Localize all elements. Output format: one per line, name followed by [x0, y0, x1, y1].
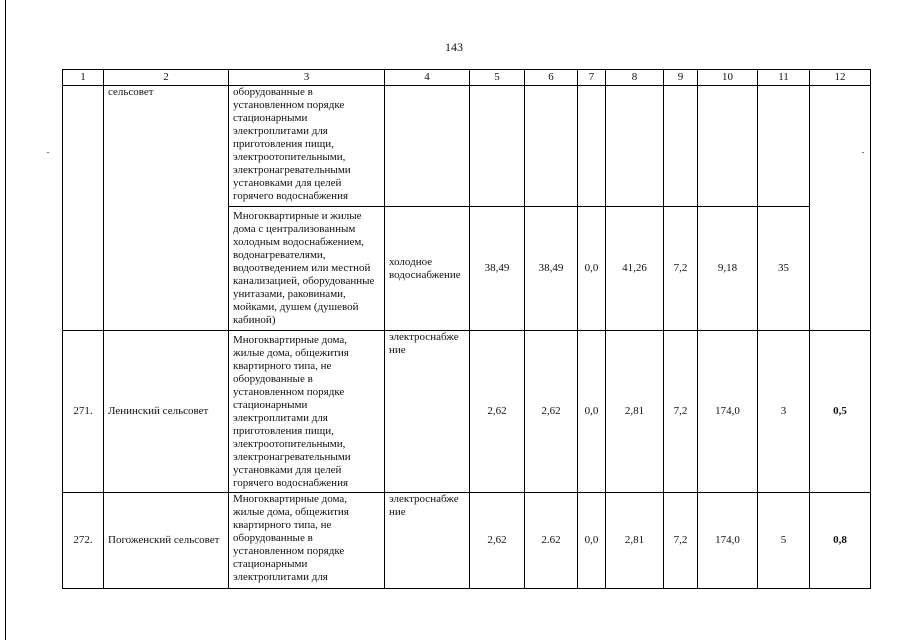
value-cell: [810, 86, 871, 331]
value-cell: 0,0: [578, 331, 606, 493]
column-header: 2: [104, 70, 229, 86]
value-cell: 7,2: [664, 493, 698, 589]
column-header: 1: [63, 70, 104, 86]
table-row: [63, 331, 871, 493]
value-cell: 174,0: [698, 331, 758, 493]
value-cell: 35: [758, 207, 810, 331]
value-cell: [525, 86, 578, 207]
value-cell: 41,26: [606, 207, 664, 331]
value-cell: 9,18: [698, 207, 758, 331]
row-number-cell: [63, 86, 104, 331]
value-cell: 2,62: [470, 493, 525, 589]
tariff-table: [62, 69, 871, 589]
locality-cell: Ленинский сельсовет: [104, 331, 229, 493]
page-number: 143: [445, 40, 463, 54]
value-cell: 38,49: [525, 207, 578, 331]
value-cell: 0,0: [578, 493, 606, 589]
row-number-cell: 272.: [63, 493, 104, 589]
value-cell: 2,81: [606, 493, 664, 589]
value-cell: 0,5: [810, 331, 871, 493]
column-header: 11: [758, 70, 810, 86]
housing-type-cell: Многоквартирные дома, жилые дома, общежития квартирного типа, не оборудованные в установленном порядке стационарными электроплитами для приготовления пищи, электроотопительными, электронагревательными установками для целей горячего водоснабжения: [229, 331, 385, 493]
value-cell: 2,62: [470, 331, 525, 493]
value-cell: 3: [758, 331, 810, 493]
value-cell: 2,81: [606, 331, 664, 493]
service-cell: электроснабже ние: [385, 331, 470, 493]
value-cell: 38,49: [470, 207, 525, 331]
value-cell: 7,2: [664, 331, 698, 493]
row-number-cell: 271.: [63, 331, 104, 493]
housing-type-cell: оборудованные в установленном порядке стационарными электроплитами для приготовления пищи, электроотопительными, электронагревательными установками для целей горячего водоснабжения: [229, 86, 385, 207]
value-cell: 7,2: [664, 207, 698, 331]
service-cell: [385, 86, 470, 207]
column-header: 12: [810, 70, 871, 86]
housing-type-cell: Многоквартирные дома, жилые дома, общежития квартирного типа, не оборудованные в установленном порядке стационарными электроплитами для: [229, 493, 385, 589]
locality-cell: сельсовет: [104, 86, 229, 331]
value-cell: 2.62: [525, 493, 578, 589]
value-cell: [698, 86, 758, 207]
value-cell: [578, 86, 606, 207]
column-header: 8: [606, 70, 664, 86]
column-header: 4: [385, 70, 470, 86]
service-cell: электроснабже ние: [385, 493, 470, 589]
scan-speck: [47, 152, 49, 153]
value-cell: 2,62: [525, 331, 578, 493]
page-left-edge-line: [5, 0, 6, 640]
table-header-row: [63, 70, 871, 86]
value-cell: [758, 86, 810, 207]
service-cell: холодное водоснабжение: [385, 207, 470, 331]
table-row: [63, 493, 871, 589]
value-cell: 5: [758, 493, 810, 589]
table-row: [63, 86, 871, 207]
column-header: 9: [664, 70, 698, 86]
value-cell: 0,8: [810, 493, 871, 589]
column-header: 5: [470, 70, 525, 86]
value-cell: [470, 86, 525, 207]
value-cell: [664, 86, 698, 207]
column-header: 6: [525, 70, 578, 86]
column-header: 3: [229, 70, 385, 86]
value-cell: 0,0: [578, 207, 606, 331]
column-header: 7: [578, 70, 606, 86]
locality-cell: Погоженский сельсовет: [104, 493, 229, 589]
value-cell: [606, 86, 664, 207]
value-cell: 174,0: [698, 493, 758, 589]
column-header: 10: [698, 70, 758, 86]
housing-type-cell: Многоквартирные и жилые дома с централизованным холодным водоснабжением, водонагревателями, водоотведением или местной канализацией, оборудованные унитазами, раковинами, мойками, душем (душевой кабиной): [229, 207, 385, 331]
